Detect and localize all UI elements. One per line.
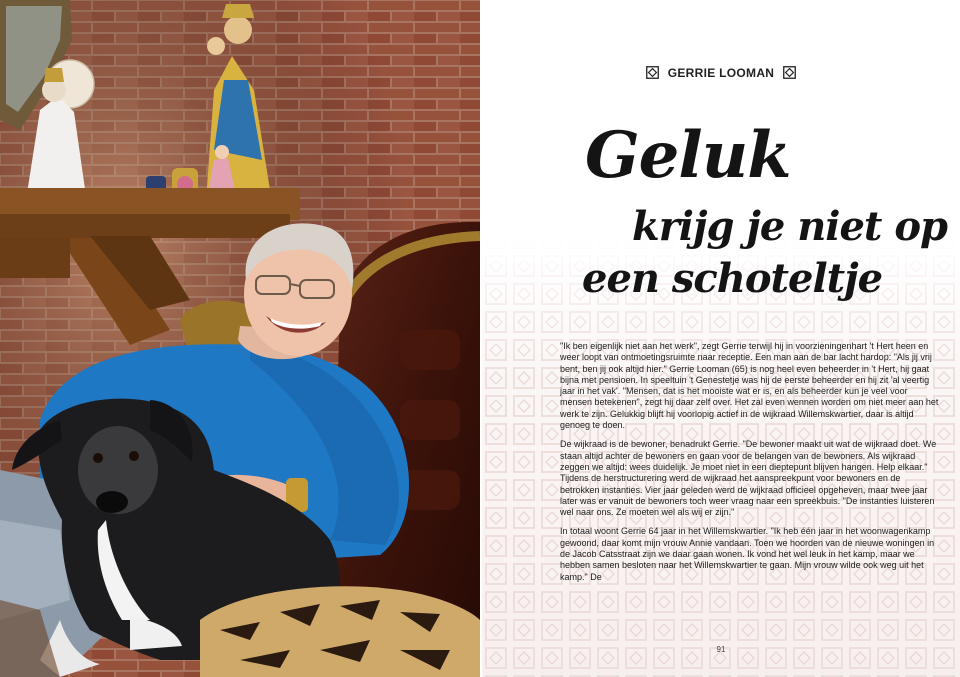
paragraph: In totaal woont Gerrie 64 jaar in het Willemskwartier. "Ik heb één jaar in het woonwagenkamp gewoond, daar komt mijn vrouw Annie vandaan. Toen we hoorden van de nieuwe woningen in de Jacob Catsstraat zijn we daar gaan wonen. Ik vond het wel leuk in het kamp, maar we hebben samen besloten naar het Willemskwartier te gaan. Mijn vrouw wilde ook weg uit het kamp." De [560, 526, 935, 582]
title-line-3: een schoteltje [582, 255, 883, 302]
diamond-icon [646, 66, 659, 79]
diamond-icon [783, 66, 796, 79]
article-page [482, 0, 960, 677]
article-body [560, 341, 942, 631]
interviewee-name: GERRIE LOOMAN [667, 66, 775, 80]
title-line-2: krijg je niet op [632, 203, 947, 250]
section-header [482, 66, 960, 80]
paragraph: "Ik ben eigenlijk niet aan het werk", zegt Gerrie terwijl hij in voorzieningenhart 't Hert heen en weer loopt van ontmoetingsruimte naar receptie. Een man aan de bar lacht hardop: "Als jij vrij bent, ben jij ook altijd hier." Gerrie Looman (65) is nog heel even beheerder in 't Hert, hij gaat bijna met pensioen. In speeltuin 't Genestetje was hij de eerste beheerder en hij zit 'al veertig jaar in het vak'. "Mensen, dat is het mooiste wat er is, en als beheerder kun je veel voor mensen betekenen", zegt hij daar zelf over. Het zal even wennen worden om niet meer aan het werk te zijn. Gelukkig blijft hij voorlopig actief in de wijkraad Willemskwartier, daar is altijd genoeg te doen. [560, 341, 939, 431]
title-line-1: Geluk [585, 118, 791, 193]
paragraph: De wijkraad is de bewoner, benadrukt Gerrie. "De bewoner maakt uit wat de wijkraad doet. We staan altijd achter de bewoners en gaan voor de belangen van de bewoners. Als wijkraad zeggen we altijd: wees duidelijk. Je moet niet in een dieptepunt blijven hangen. Help elkaar." Tijdens de herstructurering werd de wijkraad het aanspreekpunt voor bewoners en de betrokken instanties. Vier jaar geleden werd de wijkraad officieel opgeheven, maar twee jaar later was er vanuit de bewoners toch weer vraag naar een spreekbuis. "De instanties luisteren wel naar ons. Ze moeten wel als wij er zijn." [560, 439, 937, 518]
page-number: 91 [716, 645, 726, 654]
